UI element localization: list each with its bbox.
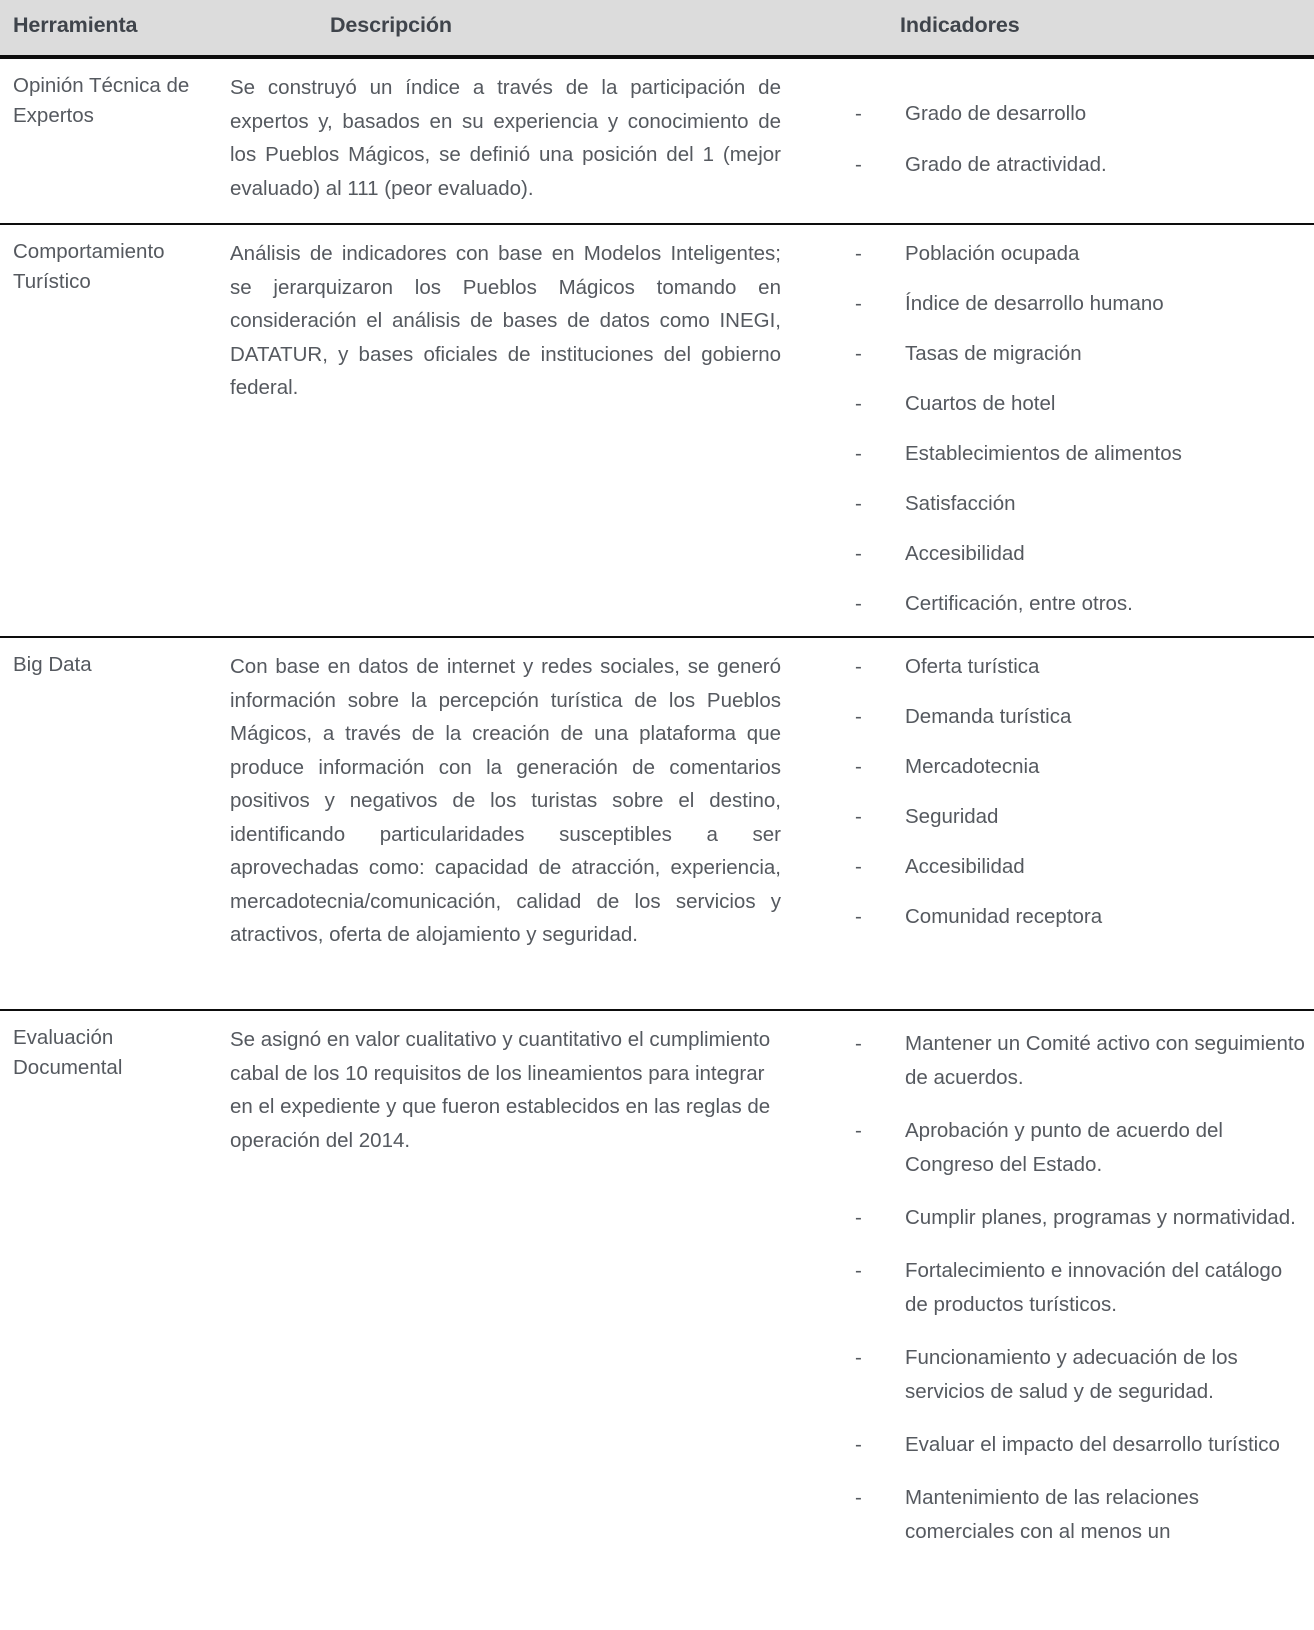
cell-indicadores	[848, 99, 1308, 201]
bullet-dash-icon: -	[855, 1119, 862, 1142]
column-header-herramienta: Herramienta	[13, 13, 138, 37]
list-item	[848, 852, 1308, 882]
list-item-label: Seguridad	[905, 805, 999, 828]
bullet-dash-icon: -	[855, 1032, 862, 1055]
cell-descripcion: Se asignó en valor cualitativo y cuantitativo el cumplimiento cabal de los 10 requisitos de los lineamientos para integrar en el expediente y que fueron establecidos en las reglas de operación del 2014.	[230, 1028, 771, 1152]
list-item	[848, 1254, 1308, 1322]
list-item-label: Aprobación y punto de acuerdo del Congreso del Estado.	[905, 1119, 1223, 1176]
table-row	[0, 59, 1314, 225]
list-item	[848, 489, 1308, 519]
list-item	[848, 1481, 1308, 1549]
cell-indicadores	[848, 652, 1308, 952]
bullet-dash-icon: -	[855, 392, 862, 415]
list-item-label: Tasas de migración	[905, 342, 1082, 365]
list-item	[848, 439, 1308, 469]
list-item	[848, 902, 1308, 932]
list-item	[848, 1428, 1308, 1462]
list-item	[848, 589, 1308, 619]
cell-indicadores	[848, 1027, 1308, 1568]
cell-descripcion: Se construyó un índice a través de la participación de expertos y, basados en su experiencia y conocimiento de los Pueblos Mágicos, se definió una posición del 1 (mejor evaluado) al 111 (peor evaluado).	[230, 76, 781, 200]
bullet-dash-icon: -	[855, 102, 862, 125]
list-item-label: Población ocupada	[905, 242, 1080, 265]
list-item	[848, 539, 1308, 569]
table-row	[0, 638, 1314, 1011]
list-item-label: Mantener un Comité activo con seguimiento de acuerdos.	[905, 1032, 1305, 1089]
bullet-dash-icon: -	[855, 805, 862, 828]
cell-herramienta: Comportamiento Turístico	[13, 240, 165, 293]
list-item	[848, 652, 1308, 682]
table-row	[0, 225, 1314, 638]
list-item-label: Accesibilidad	[905, 542, 1025, 565]
list-item-label: Índice de desarrollo humano	[905, 292, 1164, 315]
bullet-dash-icon: -	[855, 1206, 862, 1229]
list-item-label: Certificación, entre otros.	[905, 592, 1133, 615]
list-item	[848, 1201, 1308, 1235]
list-item-label: Evaluar el impacto del desarrollo turístico	[905, 1433, 1280, 1456]
list-item	[848, 99, 1308, 129]
cell-indicadores	[848, 239, 1308, 639]
list-item-label: Grado de desarrollo	[905, 102, 1087, 125]
list-item-label: Satisfacción	[905, 492, 1016, 515]
cell-descripcion: Análisis de indicadores con base en Modelos Inteligentes; se jerarquizaron los Pueblos Mágicos tomando en consideración el análisis de bases de datos como INEGI, DATATUR, y bases oficiales de instituciones del gobierno federal.	[230, 242, 781, 399]
list-item-label: Fortalecimiento e innovación del catálogo de productos turísticos.	[905, 1259, 1283, 1316]
bullet-dash-icon: -	[855, 705, 862, 728]
list-item-label: Grado de atractividad.	[905, 153, 1107, 176]
list-item	[848, 239, 1308, 269]
list-item-label: Oferta turística	[905, 655, 1040, 678]
list-item-label: Comunidad receptora	[905, 905, 1103, 928]
list-item	[848, 150, 1308, 180]
bullet-dash-icon: -	[855, 755, 862, 778]
column-header-descripcion: Descripción	[330, 13, 452, 37]
bullet-dash-icon: -	[855, 492, 862, 515]
column-header-indicadores: Indicadores	[900, 13, 1020, 37]
list-item-label: Funcionamiento y adecuación de los servicios de salud y de seguridad.	[905, 1346, 1238, 1403]
bullet-dash-icon: -	[855, 1259, 862, 1282]
list-item	[848, 802, 1308, 832]
table-row	[0, 1011, 1314, 1630]
bullet-dash-icon: -	[855, 905, 862, 928]
bullet-dash-icon: -	[855, 1346, 862, 1369]
list-item	[848, 389, 1308, 419]
list-item-label: Establecimientos de alimentos	[905, 442, 1182, 465]
bullet-dash-icon: -	[855, 1433, 862, 1456]
bullet-dash-icon: -	[855, 855, 862, 878]
cell-herramienta: Evaluación Documental	[13, 1026, 123, 1079]
list-item	[848, 1341, 1308, 1409]
list-item-label: Mantenimiento de las relaciones comerciales con al menos un	[905, 1486, 1199, 1543]
list-item	[848, 1027, 1308, 1095]
cell-descripcion: Con base en datos de internet y redes sociales, se generó información sobre la percepción turística de los Pueblos Mágicos, a través de la creación de una plataforma que produce información con la generación de comentarios positivos y negativos de los turistas sobre el destino, identificando particularidades susceptibles a ser aprovechadas como: capacidad de atracción, experiencia, mercadotecnia/comunicación, calidad de los servicios y atractivos, oferta de alojamiento y seguridad.	[230, 655, 781, 946]
list-item-label: Accesibilidad	[905, 855, 1025, 878]
bullet-dash-icon: -	[855, 292, 862, 315]
list-item-label: Cuartos de hotel	[905, 392, 1056, 415]
list-item	[848, 752, 1308, 782]
list-item	[848, 289, 1308, 319]
bullet-dash-icon: -	[855, 242, 862, 265]
bullet-dash-icon: -	[855, 592, 862, 615]
bullet-dash-icon: -	[855, 153, 862, 176]
list-item-label: Cumplir planes, programas y normatividad.	[905, 1206, 1296, 1229]
list-item	[848, 339, 1308, 369]
bullet-dash-icon: -	[855, 542, 862, 565]
list-item-label: Mercadotecnia	[905, 755, 1040, 778]
bullet-dash-icon: -	[855, 442, 862, 465]
bullet-dash-icon: -	[855, 655, 862, 678]
list-item	[848, 702, 1308, 732]
list-item	[848, 1114, 1308, 1182]
bullet-dash-icon: -	[855, 342, 862, 365]
bullet-dash-icon: -	[855, 1486, 862, 1509]
cell-herramienta: Opinión Técnica de Expertos	[13, 74, 190, 127]
table-header-row	[0, 0, 1314, 59]
cell-herramienta: Big Data	[13, 653, 92, 676]
list-item-label: Demanda turística	[905, 705, 1072, 728]
